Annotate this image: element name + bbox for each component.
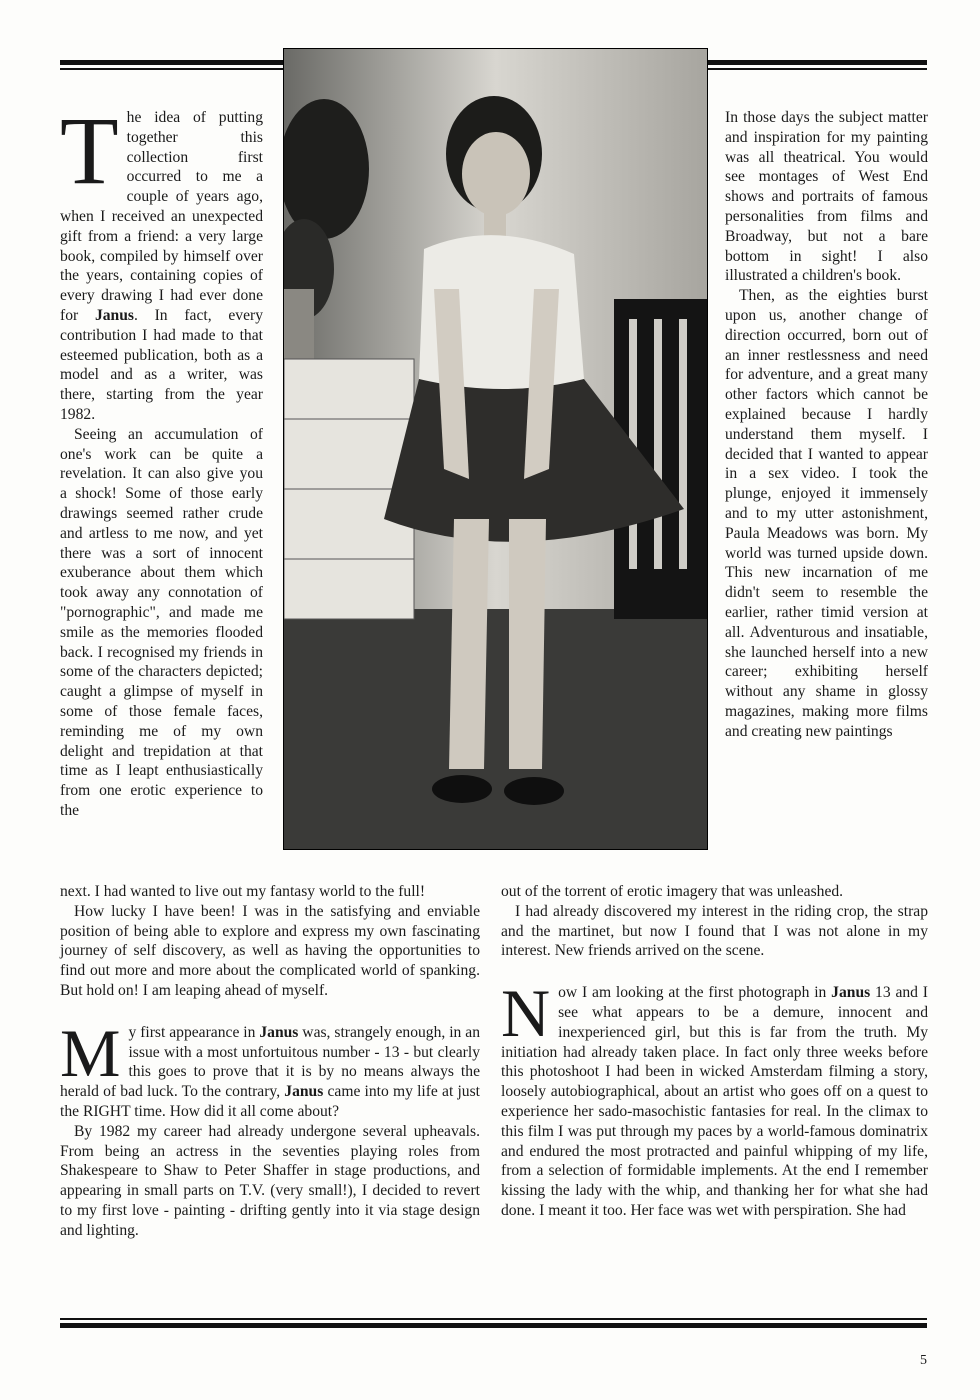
paragraph: out of the torrent of erotic imagery that was unleashed. <box>501 883 844 900</box>
photograph <box>283 48 708 850</box>
paragraph: Then, as the eighties burst upon us, another change of direction occurred, born out of an inner restlessness and need for adventure, and a great many other factors which cannot be explained because I hardly understand them myself. I decided that I wanted to appear in a sex video. I took the plunge, enjoyed it immensely and to my utter astonishment, Paula Meadows was born. My world was turned upside down. This new incarnation of me didn't seem to resemble the earlier, rather timid version at all. Adventurous and insatiable, she launched herself into a new career; exhibiting herself without any shame in glossy magazines, making more films and creating new paintings <box>725 287 928 740</box>
paragraph: In those days the subject matter and inspiration for my painting was all theatrical. You would see montages of West End shows and portraits of famous personalities from films and Broadway, but not a bare bottom in sight! I also illustrated a children's book. <box>725 109 928 285</box>
drop-cap: M <box>60 1014 121 1091</box>
paragraph: The idea of putting together this collection first occurred to me a couple of years ago, when I received an unexpected gift from a friend: a very large book, compiled by himself over the years, containing copies of every drawing I had ever done for Janus. In fact, every contribution I had made to that esteemed publication, both as a model and as a writer, was there, starting from the year 1982. <box>60 97 263 423</box>
paragraph: My first appearance in Janus was, strangely enough, in an issue with a most unfortuitous number - 13 - but clearly this goes to prove that it is by no means always the herald of bad luck. To the contrary, Janus came into my life at just the RIGHT time. How did it all come about? <box>60 1014 481 1120</box>
drop-cap: N <box>501 975 551 1052</box>
bottom-rule <box>60 1318 927 1328</box>
drop-cap: T <box>60 97 119 204</box>
paragraph: How lucky I have been! I was in the satisfying and enviable position of being able to explore and express my own fascinating journey of self discovery, as well as having the opportunities to find out more and more about the complicated world of spanking. But hold on! I am leaping ahead of myself. <box>60 902 480 999</box>
paragraph: I had already discovered my interest in the riding crop, the strap and the martinet, but now I found that I was not alone in my interest. New friends arrived on the scene. <box>501 902 928 960</box>
paragraph: Seeing an accumulation of one's work can be quite a revelation. It can also give you a shock! Some of those early drawings seemed rather crude and artless to me now, and yet there was a sort of innocent exuberance about them which took away any connotation of "pornographic", and made me smile as the memories flooded back. I recognised my friends in some of the characters depicted; caught a glimpse of myself in some of those female faces, reminding me of my own delight and trepidation at that time as I leapt enthusiastically from one erotic experience to the <box>60 425 263 819</box>
left-column-top <box>60 97 263 821</box>
paragraph: Now I am looking at the first photograph in Janus 13 and I see what appears to be a demure, innocent and inexperienced girl, but this is far from the truth. My initiation had already taken place. In fact only three weeks before this photoshoot I had been in wicked Amsterdam filming a story, loosely autobiographical, about an artist who goes off on a quest to experience her sado-masochistic fantasies for real. In the climax to this film I was put through my paces by a world-famous dominatrix and endured the most protracted and painful whipping of my life, from a selection of formidable implements. At the end I remember kissing the lady with the whip, and thanking her for what she had done. I meant it too. Her face was wet with perspiration. She had <box>501 975 928 1219</box>
right-column-bottom <box>501 882 928 1221</box>
left-column-bottom <box>60 882 480 1241</box>
right-column-top <box>725 108 928 742</box>
paragraph: By 1982 my career had already undergone several upheavals. From being an actress in the seventies playing roles from Shakespeare to Shaw to Peter Shaffer in stage productions, and appearing in small parts on T.V. (very small!), I decided to revert to my first love - painting - drifting gently into it via stage design and lighting. <box>60 1122 480 1239</box>
paragraph: next. I had wanted to live out my fantasy world to the full! <box>60 883 426 900</box>
page-number: 5 <box>920 1353 927 1368</box>
